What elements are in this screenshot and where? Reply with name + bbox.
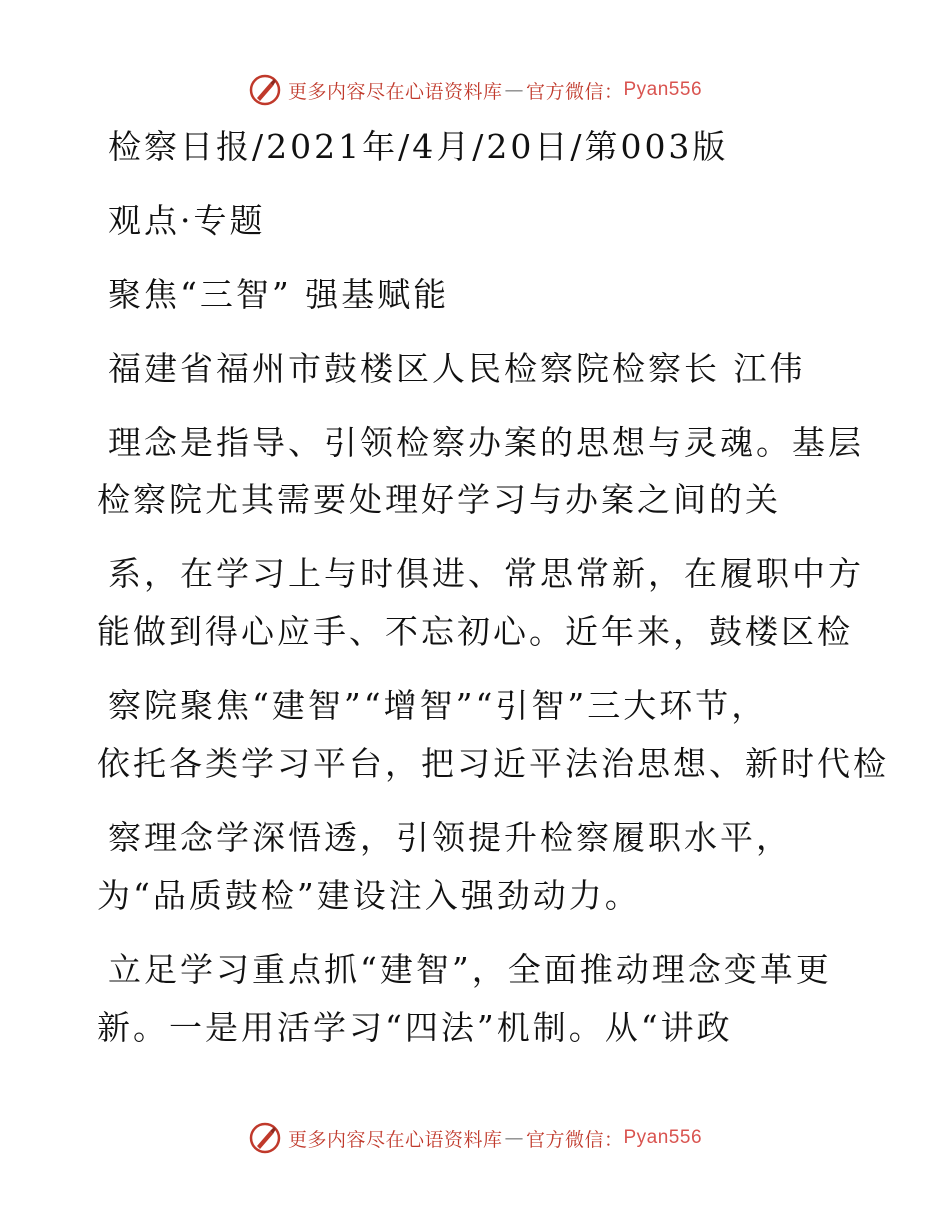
doc-paragraph-line: 检察院尤其需要处理好学习与办案之间的关 <box>97 480 781 519</box>
watermark-banner-top <box>0 70 950 110</box>
watermark-wechat-label: 官方微信： <box>525 80 624 103</box>
watermark-text: 更多内容尽在心语资料库 <box>287 1128 503 1151</box>
watermark-separator: — <box>504 79 524 101</box>
doc-paragraph-line: 系，在学习上与时俱进、常思常新，在履职中方 <box>108 554 864 593</box>
doc-paragraph-line: 依托各类学习平台，把习近平法治思想、新时代检 <box>97 744 889 783</box>
doc-paragraph-line: 察理念学深悟透，引领提升检察履职水平， <box>108 818 792 857</box>
watermark-banner-bottom <box>0 1118 950 1158</box>
doc-paragraph-line: 察院聚焦“建智”“增智”“引智”三大环节， <box>108 686 768 725</box>
watermark-separator: — <box>504 1127 524 1149</box>
doc-source-line: 检察日报/2021年/4月/20日/第003版 <box>108 127 729 166</box>
doc-paragraph-line: 为“品质鼓检”建设注入强劲动力。 <box>97 876 641 915</box>
pen-logo-icon <box>248 1121 282 1155</box>
doc-paragraph-line: 新。一是用活学习“四法”机制。从“讲政 <box>97 1008 733 1047</box>
pen-logo-icon <box>248 73 282 107</box>
doc-paragraph-line: 理念是指导、引领检察办案的思想与灵魂。基层 <box>108 423 864 462</box>
doc-paragraph-line: 立足学习重点抓“建智”，全面推动理念变革更 <box>108 950 832 989</box>
doc-headline: 聚焦“三智” 强基赋能 <box>108 275 450 314</box>
doc-paragraph-line: 能做到得心应手、不忘初心。近年来，鼓楼区检 <box>97 612 853 651</box>
watermark-wechat-id: Pyan556 <box>623 79 703 100</box>
watermark-wechat-label: 官方微信： <box>525 1128 624 1151</box>
doc-column-line: 观点·专题 <box>108 201 266 240</box>
doc-author-line: 福建省福州市鼓楼区人民检察院检察长 江伟 <box>108 349 806 388</box>
watermark-wechat-id: Pyan556 <box>623 1127 703 1148</box>
watermark-text: 更多内容尽在心语资料库 <box>287 80 503 103</box>
